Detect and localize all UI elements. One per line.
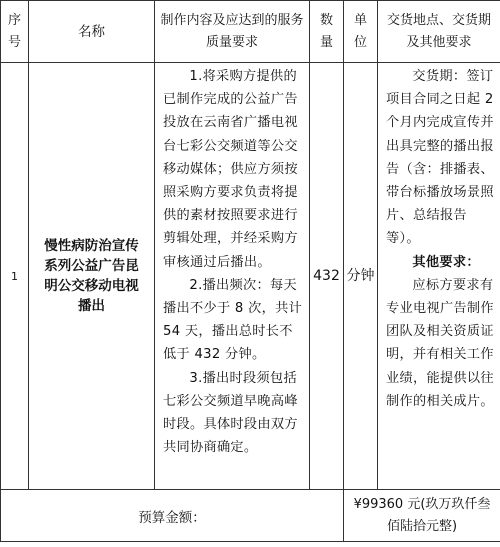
row-name: 慢性病防治宣传系列公益广告昆明公交移动电视播出 <box>29 63 155 490</box>
header-row <box>1 1 500 63</box>
requirement-item-2: 2.播出频次：每天播出不少于 8 次，共计 54 天，播出总时长不低于 432 分钟。 <box>163 277 303 363</box>
delivery-period: 交货期：签订项目合同之日起 2个月内完成宣传并出具完整的播出报告（含：排播表、带台标播放场景照片、总结报告等）。 <box>386 69 494 247</box>
row-requirements <box>155 63 310 490</box>
budget-amount: ¥99360 元(玖万玖仟叁佰陆拾元整) <box>344 490 500 542</box>
row-delivery <box>378 63 500 490</box>
header-seq: 序号 <box>1 1 29 63</box>
requirement-item-3: 3.播出时段须包括七彩公交频道早晚高峰时段。具体时段由双方共同协商确定。 <box>163 370 298 456</box>
budget-label: 预算金额： <box>1 490 344 542</box>
other-requirements-title: 其他要求： <box>412 254 480 270</box>
header-quantity: 数量 <box>310 1 344 63</box>
header-requirements: 制作内容及应达到的服务质量要求 <box>155 1 310 63</box>
header-delivery: 交货地点、交货期及其他要求 <box>378 1 500 63</box>
row-seq: 1 <box>1 63 29 490</box>
row-quantity: 432 <box>310 63 344 490</box>
header-name: 名称 <box>29 1 155 63</box>
requirement-item-1: 1.将采购方提供的已制作完成的公益广告投放在云南省广播电视台七彩公交频道等公交移动媒体；供应方须按照采购方要求负责将提供的素材按照要求进行剪辑处理，并经采购方审核通过后播出。 <box>163 69 298 270</box>
header-unit: 单位 <box>344 1 378 63</box>
table-row <box>1 63 500 490</box>
budget-row <box>1 490 500 542</box>
other-requirements-text: 应标方要求有专业电视广告制作团队及相关资质证明，并有相关工作业绩，能提供以往制作的相关成片。 <box>386 277 494 409</box>
row-unit: 分钟 <box>344 63 378 490</box>
